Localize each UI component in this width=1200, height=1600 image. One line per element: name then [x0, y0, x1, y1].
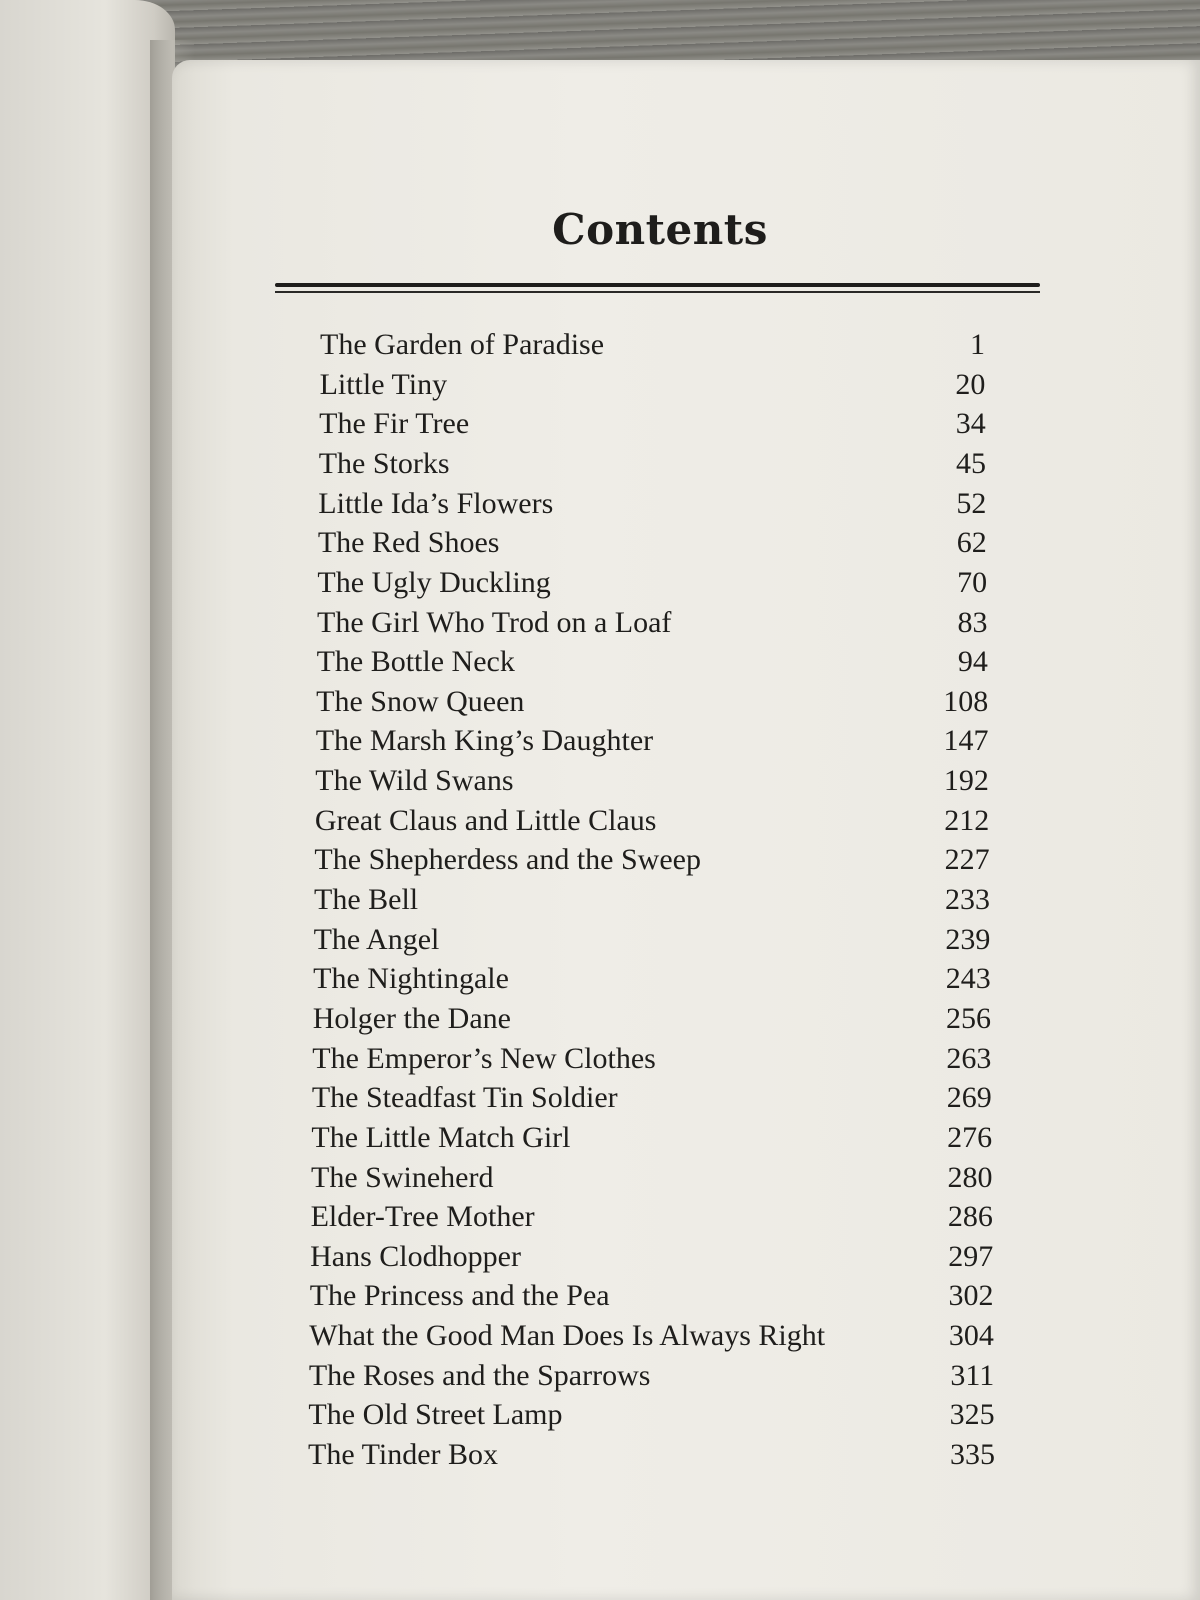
toc-entry [308, 1435, 995, 1475]
toc-entry [309, 1356, 994, 1396]
toc-entry [314, 880, 990, 920]
toc-entry-title: The Bell [314, 883, 419, 916]
toc-entry [311, 1197, 993, 1237]
toc-entry-page-number: 62 [956, 526, 987, 560]
toc-entry-page-number: 280 [947, 1160, 993, 1194]
toc-entry [313, 959, 991, 999]
toc-entry-title: The Marsh King’s Daughter [315, 724, 654, 758]
toc-entry-title: The Angel [313, 922, 440, 956]
toc-entry [320, 325, 985, 365]
toc-entry-title: The Garden of Paradise [320, 328, 605, 361]
toc-entry [315, 761, 989, 801]
toc-entry-title: The Ugly Duckling [317, 565, 551, 599]
toc-entry-page-number: 94 [957, 645, 988, 679]
toc-entry-page-number: 147 [943, 724, 989, 758]
toc-entry-title: The Nightingale [313, 962, 509, 996]
toc-entry-title: The Old Street Lamp [308, 1398, 563, 1432]
toc-entry-title: The Princess and the Pea [309, 1279, 610, 1313]
toc-entry-title: The Emperor’s New Clothes [312, 1041, 656, 1075]
toc-entry-page-number: 52 [956, 486, 987, 520]
toc-entry-page-number: 263 [946, 1041, 992, 1075]
toc-entry-title: The Shepherdess and the Sweep [314, 843, 701, 877]
page-title: Contents [552, 205, 768, 254]
toc-entry [314, 840, 989, 880]
toc-entry-page-number: 302 [948, 1279, 994, 1313]
toc-entry-title: The Steadfast Tin Soldier [311, 1081, 618, 1115]
toc-entry-title: The Red Shoes [317, 526, 500, 560]
toc-entry-page-number: 1 [970, 328, 985, 361]
toc-entry [316, 721, 989, 761]
toc-entry-page-number: 233 [945, 883, 990, 916]
toc-entry [314, 920, 991, 960]
toc-entry [313, 999, 991, 1039]
toc-entry-page-number: 239 [945, 922, 991, 956]
toc-entry-title: The Girl Who Trod on a Loaf [317, 605, 672, 639]
toc-entry-page-number: 243 [945, 962, 991, 996]
toc-entry [312, 1039, 991, 1079]
toc-entry-page-number: 304 [948, 1319, 994, 1353]
toc-entry [311, 1158, 993, 1198]
toc-entry [317, 563, 987, 603]
toc-entry-title: Little Ida’s Flowers [318, 486, 554, 520]
toc-entry-page-number: 34 [955, 407, 986, 441]
toc-entry [320, 365, 986, 405]
toc-entry-page-number: 335 [950, 1438, 995, 1471]
toc-entry-page-number: 108 [943, 684, 989, 718]
toc-entry-title: Elder-Tree Mother [310, 1200, 535, 1234]
toc-entry [308, 1395, 994, 1435]
toc-entry-page-number: 286 [947, 1200, 993, 1234]
toc-entry-title: Holger the Dane [312, 1001, 511, 1035]
toc-entry [310, 1237, 993, 1277]
toc-entry [318, 484, 986, 524]
toc-entry [315, 801, 989, 841]
toc-entry-page-number: 227 [944, 843, 990, 877]
toc-entry-title: The Tinder Box [308, 1438, 499, 1471]
toc-entry [317, 642, 988, 682]
toc-entry-page-number: 20 [955, 367, 986, 401]
toc-entry-page-number: 297 [948, 1239, 994, 1273]
toc-entry-page-number: 269 [946, 1081, 992, 1115]
toc-entry [311, 1118, 992, 1158]
toc-entry-title: Hans Clodhopper [310, 1239, 521, 1273]
toc-entry-page-number: 276 [947, 1120, 993, 1154]
toc-entry-page-number: 311 [950, 1358, 995, 1392]
toc-entry [310, 1276, 994, 1316]
toc-entry [316, 682, 988, 722]
toc-entry-title: The Wild Swans [315, 764, 514, 798]
toc-entry-title: What the Good Man Does Is Always Right [309, 1319, 826, 1353]
toc-entry-page-number: 256 [946, 1001, 992, 1035]
toc-entry-title: Little Tiny [319, 367, 448, 401]
toc-entry-page-number: 45 [956, 446, 987, 480]
toc-entry [309, 1316, 994, 1356]
toc-entry-page-number: 192 [943, 764, 989, 798]
toc-entry-title: The Roses and the Sparrows [308, 1358, 651, 1392]
toc-entry-title: The Fir Tree [319, 407, 470, 441]
toc-entry-title: Great Claus and Little Claus [314, 803, 657, 837]
toc-entry-page-number: 83 [957, 605, 988, 639]
toc-entry-title: The Storks [318, 446, 450, 480]
toc-entry [318, 523, 987, 563]
toc-entry-title: The Swineherd [311, 1160, 494, 1194]
toc-entry-title: The Little Match Girl [311, 1120, 571, 1154]
toc-entry-page-number: 212 [944, 803, 990, 837]
toc-entry-title: The Snow Queen [316, 684, 525, 718]
toc-entry-page-number: 325 [949, 1398, 995, 1432]
toc-entry-page-number: 70 [957, 565, 988, 599]
toc-entry-title: The Bottle Neck [316, 645, 515, 679]
toc-entry [317, 603, 988, 643]
toc-entry [312, 1078, 992, 1118]
toc-entry [319, 404, 986, 444]
toc-entry [319, 444, 986, 484]
